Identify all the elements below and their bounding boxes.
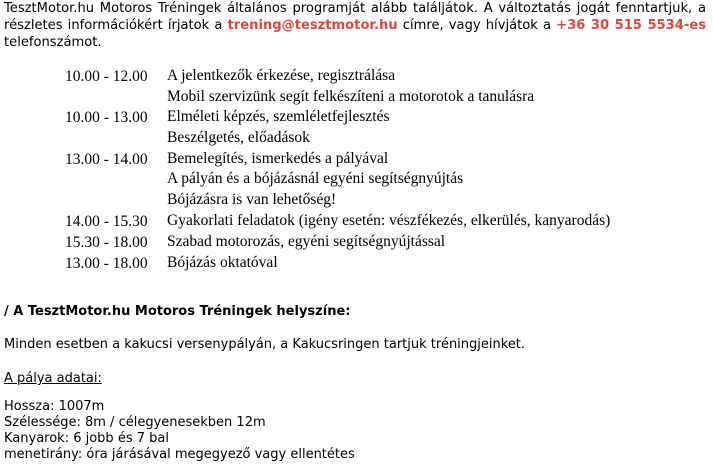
- schedule-row: [65, 66, 610, 107]
- schedule-description: [167, 149, 463, 211]
- schedule-time: 15.30 - 18.00: [65, 233, 148, 251]
- track-width: Szélessége: 8m / célegyenesekben 12m: [4, 415, 266, 430]
- schedule-line: A jelentkezők érkezése, regisztrálása: [167, 67, 396, 84]
- schedule-line: Bójázás oktatóval: [167, 253, 278, 271]
- schedule-time: 13.00 - 18.00: [65, 254, 148, 272]
- schedule-description: [167, 253, 278, 274]
- intro-text-1: TesztMotor.hu Motoros Tréningek általános programját alább találjátok. A változtatás jogát fenntartjuk, a részletes információkért írjatok a: [4, 1, 706, 33]
- track-direction: menetirány: óra járásával megegyező vagy ellentétes: [4, 447, 355, 462]
- schedule-line: Elméleti képzés, szemléletfejlesztés: [167, 108, 390, 126]
- intro-paragraph: [4, 0, 706, 51]
- schedule-line: Bemelegítés, ismerkedés a pályával: [167, 149, 389, 167]
- schedule-line: Mobil szervizünk segít felkészíteni a motorotok a tanulásra: [167, 87, 535, 105]
- track-heading: A pálya adatai:: [4, 371, 102, 386]
- location-heading: / A TesztMotor.hu Motoros Tréningek helyszíne:: [4, 304, 351, 319]
- phone-number: +36 30 515 5534-es: [556, 18, 706, 33]
- intro-text-3: telefonszámot.: [4, 35, 102, 50]
- track-details: [4, 399, 355, 463]
- schedule-description: [167, 232, 445, 253]
- schedule-description: [167, 211, 610, 232]
- schedule-description: [167, 107, 390, 148]
- schedule-time: 13.00 - 14.00: [65, 150, 148, 168]
- schedule-line: A pályán és a bójázásnál egyéni segítségnyújtás: [167, 170, 464, 188]
- schedule-row: [65, 107, 610, 148]
- schedule-row: [65, 253, 610, 274]
- schedule-time: 10.00 - 12.00: [65, 68, 148, 85]
- schedule-table: [65, 66, 610, 274]
- schedule-time: 14.00 - 15.30: [65, 212, 148, 230]
- schedule-line: Gyakorlati feladatok (igény esetén: vészfékezés, elkerülés, kanyarodás): [167, 211, 611, 229]
- intro-text-2: címre, vagy hívjátok a: [397, 18, 557, 33]
- schedule-time: 10.00 - 13.00: [65, 109, 148, 127]
- schedule-row: [65, 149, 610, 211]
- schedule-line: Szabad motorozás, egyéni segítségnyújtással: [167, 232, 446, 250]
- schedule-line: Bójázásra is van lehetőség!: [167, 191, 337, 209]
- schedule-line: Beszélgetés, előadások: [167, 129, 310, 147]
- schedule-row: [65, 232, 610, 253]
- email-link[interactable]: trening@tesztmotor.hu: [227, 18, 398, 33]
- track-length: Hossza: 1007m: [4, 399, 105, 414]
- location-text: Minden esetben a kakucsi versenypályán, a Kakucsringen tartjuk tréningjeinket.: [4, 337, 526, 352]
- schedule-description: [167, 66, 534, 107]
- schedule-row: [65, 211, 610, 232]
- track-corners: Kanyarok: 6 jobb és 7 bal: [4, 431, 169, 446]
